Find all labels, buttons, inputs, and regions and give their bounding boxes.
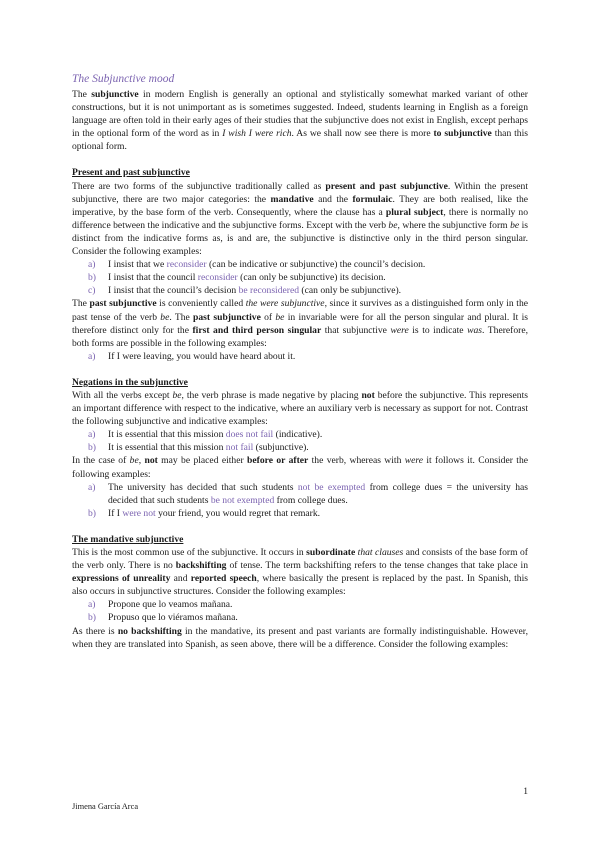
example-item xyxy=(72,481,528,507)
text-run: , where the subjunctive form xyxy=(397,219,511,231)
highlighted-phrase: were not xyxy=(122,507,156,519)
italic-term: were xyxy=(404,455,424,467)
text-run: If I were leaving, you would have heard about it. xyxy=(108,350,296,362)
list-marker: b) xyxy=(88,507,96,519)
bold-term: not xyxy=(361,389,375,401)
list-marker: a) xyxy=(88,429,96,441)
text-run: The xyxy=(72,89,92,100)
italic-term: the were subjunctive xyxy=(245,298,325,310)
text-run: of xyxy=(260,311,276,323)
example-item xyxy=(72,428,528,441)
body-paragraph xyxy=(72,297,528,349)
text-run: and xyxy=(170,573,191,585)
bold-term: subjunctive xyxy=(91,89,139,100)
italic-term: be xyxy=(510,219,520,231)
section-spacer xyxy=(72,153,528,166)
text-run: that subjunctive xyxy=(321,324,391,336)
bold-term: past subjunctive xyxy=(89,298,157,310)
text-run: I insist that the council xyxy=(108,272,198,284)
highlighted-phrase: be not exempted xyxy=(210,494,275,506)
bold-term: mandative xyxy=(270,193,314,205)
example-list xyxy=(72,428,528,454)
page-number: 1 xyxy=(523,786,528,797)
body-paragraph xyxy=(72,546,528,598)
bold-term: first and third person singular xyxy=(192,324,322,336)
highlighted-phrase: be reconsidered xyxy=(238,285,300,297)
text-run: in the mandative, its present and past variants are formally indistinguishable. However, when they are translated into Spanish, as seen above, there will be a difference. Consider the following examples: xyxy=(72,625,529,650)
body-paragraph xyxy=(72,625,528,651)
text-run: Propone que lo veamos mañana. xyxy=(108,599,233,611)
text-run: (can only be subjunctive) its decision. xyxy=(237,272,386,284)
text-run: There are two forms of the subjunctive traditionally called as xyxy=(72,180,326,192)
bold-term: no backshifting xyxy=(117,625,182,637)
text-run: (can be indicative or subjunctive) the council’s decision. xyxy=(206,259,426,271)
document-page xyxy=(72,72,528,651)
example-item xyxy=(72,258,528,271)
example-item xyxy=(72,598,528,611)
text-run: in invariable were for all the person singular and plural. It is therefore distinct only for the xyxy=(72,311,529,336)
text-run: (can only be subjunctive). xyxy=(299,285,402,297)
text-run: If I xyxy=(108,507,123,519)
text-run: . Therefore, both forms are possible in the following examples: xyxy=(72,324,528,349)
section-spacer xyxy=(72,520,528,533)
body-paragraph xyxy=(72,454,528,480)
list-marker: c) xyxy=(88,285,96,297)
text-run: In the case of xyxy=(72,455,130,467)
italic-term: was xyxy=(467,324,483,336)
text-run: , xyxy=(138,455,145,467)
bold-term: subordinate xyxy=(306,547,356,558)
list-marker: a) xyxy=(88,481,96,493)
text-run: This is the most common use of the subjunctive. It occurs in xyxy=(72,547,307,558)
example-list xyxy=(72,258,528,297)
text-run: I insist that the council’s decision xyxy=(108,285,239,297)
highlighted-phrase: does not fail xyxy=(225,429,274,441)
example-item xyxy=(72,284,528,297)
text-run: your friend, you would regret that remark. xyxy=(155,507,321,519)
bold-term: backshifting xyxy=(175,560,227,572)
italic-term: that clauses xyxy=(357,547,404,558)
example-list xyxy=(72,350,528,363)
text-run: . The xyxy=(169,311,194,323)
example-item xyxy=(72,611,528,624)
text-run: is conveniently called xyxy=(156,298,246,310)
text-run: of tense. The term backshifting refers to the tense changes that take place in xyxy=(226,560,528,572)
highlighted-phrase: not be exempted xyxy=(297,481,366,493)
italic-term: were xyxy=(390,324,409,336)
text-run: . As we shall now see there is more xyxy=(291,128,434,140)
text-run: it follows it. Consider the following examples: xyxy=(72,455,529,480)
list-marker: b) xyxy=(88,612,96,624)
section-heading: The mandative subjunctive xyxy=(72,533,184,545)
bold-term: plural subject xyxy=(385,206,444,218)
list-marker: b) xyxy=(88,442,96,454)
text-run: before the subjunctive. This represents an important difference with respect to the indicative, where an auxiliary verb is necessary as support for not. Contrast the following subjunctive and indicative examples: xyxy=(72,389,528,428)
bold-term: present and past subjunctive xyxy=(325,180,448,192)
text-run: It is essential that this mission xyxy=(108,429,226,441)
italic-term: be xyxy=(172,389,182,401)
example-item xyxy=(72,271,528,284)
text-run: than this optional form. xyxy=(72,128,528,153)
sections-container xyxy=(72,153,528,650)
text-run: . Within the present subjunctive, there are two major categories: the xyxy=(72,180,528,205)
bold-term: to subjunctive xyxy=(433,128,492,140)
text-run: Propuso que lo viéramos mañana. xyxy=(108,612,238,624)
text-run: in modern English is generally an optional and stylistically somewhat marked variant of other constructions, but it is not unimportant as is sometimes suggested. Indeed, students learning in English as a foreign language are often told in their early ages of their studies that the subjunctive does not exist in English, except perhaps in the optional form of the word as in xyxy=(72,89,528,140)
body-paragraph xyxy=(72,389,528,428)
italic-term: be xyxy=(388,219,398,231)
text-run: , the verb phrase is made negative by placing xyxy=(181,389,362,401)
text-run: , where basically the present is replaced by the past. In Spanish, this also occurs in subjunctive structures. Consider the following examples: xyxy=(72,573,528,598)
italic-term: be xyxy=(129,455,139,467)
highlighted-phrase: reconsider xyxy=(197,272,238,284)
text-run: With all the verbs except xyxy=(72,389,173,401)
intro-paragraph xyxy=(72,88,528,153)
italic-term: be xyxy=(275,311,285,323)
example-list xyxy=(72,481,528,520)
bold-term: not xyxy=(144,455,158,467)
example-item xyxy=(72,350,528,363)
text-run: As there is xyxy=(72,625,118,637)
text-run: . They are both realised, like the imperative, by the base form of the verb. Consequently, where the clause has a xyxy=(72,193,528,218)
text-run: is distinct from the indicative forms as, is and are, the subjunctive is distinctive only in the third person singular. Consider the following examples: xyxy=(72,219,528,258)
text-run: , since it survives as a distinguished form only in the past tense of the verb xyxy=(72,298,528,323)
text-run: I insist that we xyxy=(108,259,167,271)
example-item xyxy=(72,507,528,520)
italic-term: be xyxy=(160,311,170,323)
list-marker: a) xyxy=(88,350,96,362)
italic-term: I wish I were rich xyxy=(222,128,292,140)
bold-term: before or after xyxy=(247,455,309,467)
bold-term: past subjunctive xyxy=(193,311,261,323)
text-run: The xyxy=(72,298,90,310)
footer-author: Jimena García Arca xyxy=(72,802,139,811)
document-title: The Subjunctive mood xyxy=(72,73,175,85)
text-run: (subjunctive). xyxy=(253,442,309,454)
text-run: (indicative). xyxy=(273,429,323,441)
bold-term: reported speech xyxy=(190,573,257,585)
section-heading: Negations in the subjunctive xyxy=(72,376,188,388)
text-run: from college dues. xyxy=(274,494,348,506)
text-run: the verb, whereas with xyxy=(308,455,405,467)
bold-term: formulaic xyxy=(352,193,393,205)
text-run: The university has decided that such students xyxy=(108,481,298,493)
text-run: is to indicate xyxy=(408,324,468,336)
section-heading: Present and past subjunctive xyxy=(72,167,190,179)
text-run: It is essential that this mission xyxy=(108,442,226,454)
section-spacer xyxy=(72,363,528,376)
body-paragraph xyxy=(72,180,528,259)
text-run: may be placed either xyxy=(157,455,248,467)
highlighted-phrase: not fail xyxy=(225,442,254,454)
list-marker: a) xyxy=(88,259,96,271)
example-list xyxy=(72,598,528,624)
bold-term: expressions of unreality xyxy=(72,573,171,585)
example-item xyxy=(72,441,528,454)
list-marker: a) xyxy=(88,599,96,611)
text-run: , there is normally no difference between the indicative and the subjunctive forms. Except with the verb xyxy=(72,206,528,231)
text-run: from college dues = the university has decided that such students xyxy=(108,481,528,506)
list-marker: b) xyxy=(88,272,96,284)
text-run: and consists of the base form of the verb only. There is no xyxy=(72,547,528,572)
highlighted-phrase: reconsider xyxy=(166,259,207,271)
text-run: and the xyxy=(313,193,353,205)
